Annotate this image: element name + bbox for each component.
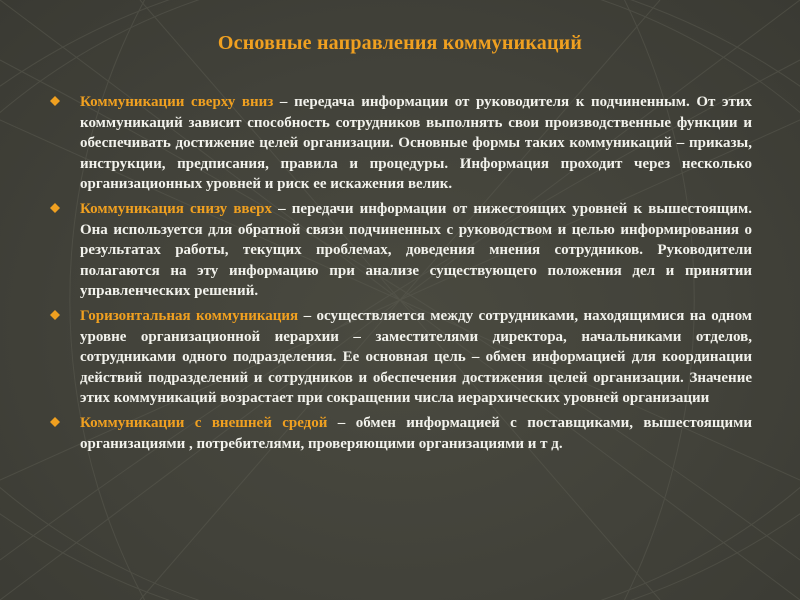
diamond-bullet-icon xyxy=(50,310,60,320)
bullet-text: – осуществляется между сотрудниками, находящимися на одном уровне организационной иерархии – заместителями директора, начальниками отделов, сотрудниками одного подразделения. Ее основная цель – обмен информацией для координации действий подразделений и сотрудников и обеспечения достижения целей организации. Значение этих коммуникаций возрастает при сокращении числа иерархических уровней организации xyxy=(80,307,752,407)
list-item xyxy=(48,92,752,195)
diamond-bullet-icon xyxy=(50,203,60,213)
list-item xyxy=(48,413,752,454)
list-item xyxy=(48,306,752,409)
bullet-list xyxy=(48,92,752,458)
diamond-bullet-icon xyxy=(50,417,60,427)
bullet-term: Горизонтальная коммуникация xyxy=(80,307,299,324)
slide-title: Основные направления коммуникаций xyxy=(217,32,583,54)
bullet-text: – обмен информацией с поставщиками, вышестоящими организациями , потребителями, проверяющими организациями и т д. xyxy=(80,414,753,452)
bullet-term: Коммуникации сверху вниз xyxy=(80,94,274,110)
list-item xyxy=(48,199,752,302)
bullet-text: – передача информации от руководителя к подчиненным. От этих коммуникаций зависит способность сотрудников выполнять свои производственные функции и обеспечивать достижение целей организации. Основные формы таких коммуникаций – приказы, инструкции, предписания, правила и процедуры. Информация проходит через несколько организационных уровней и риск ее искажения велик. xyxy=(80,94,752,193)
bullet-text: – передачи информации от нижестоящих уровней к вышестоящим. Она используется для обратной связи подчиненных с руководством и целью информирования о результатах работы, текущих проблемах, доведения мнения сотрудников. Руководители полагаются на эту информацию при анализе существующего положения дел и принятии управленческих решений. xyxy=(80,200,752,300)
diamond-bullet-icon xyxy=(50,96,60,106)
bullet-term: Коммуникация снизу вверх xyxy=(80,200,273,217)
bullet-term: Коммуникации с внешней средой xyxy=(80,414,328,431)
